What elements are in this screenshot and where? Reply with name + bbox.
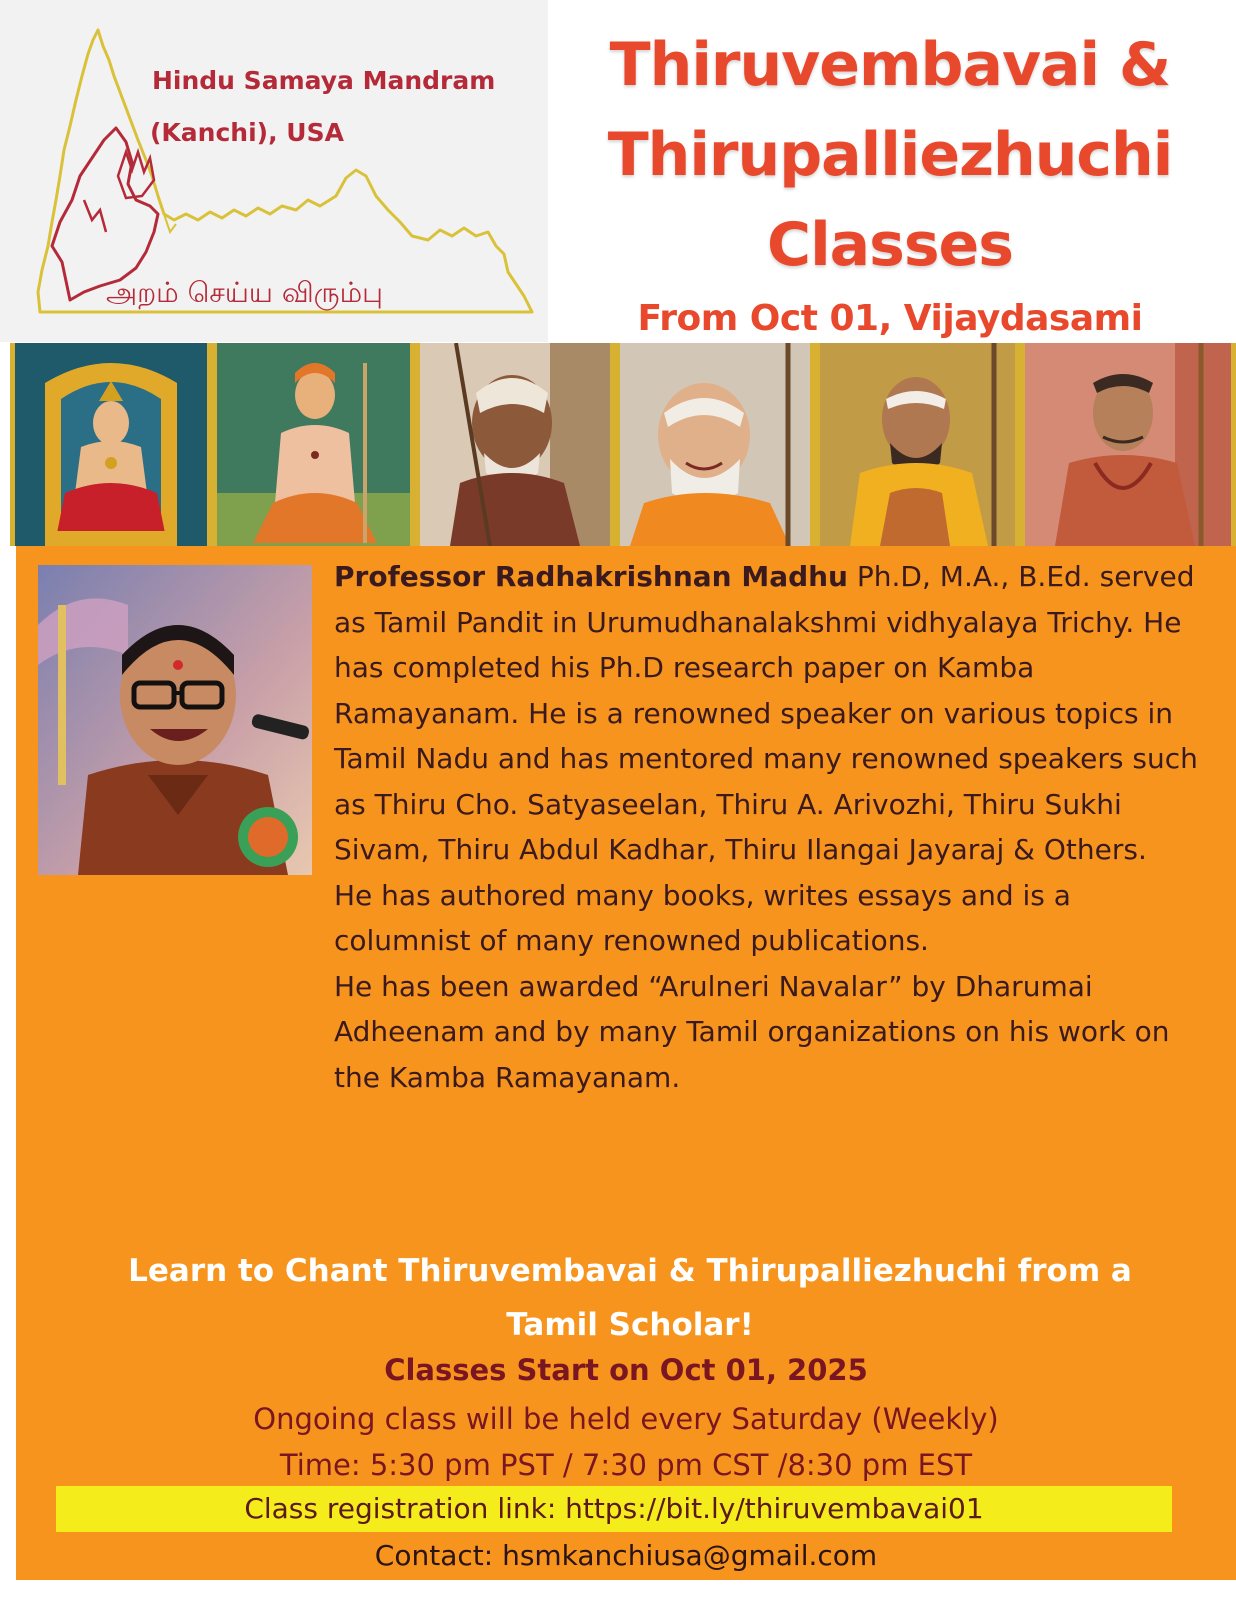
learn-headline xyxy=(30,1244,1230,1352)
title-block xyxy=(560,20,1220,342)
bio-paragraph-3: He has been awarded “Arulneri Navalar” by Dharumai Adheenam and by many Tamil organizations on his work on the Kamba Ramayanam. xyxy=(334,969,1170,1094)
org-name-line2: (Kanchi), USA xyxy=(150,118,344,147)
classes-start-date: Classes Start on Oct 01, 2025 xyxy=(384,1353,868,1387)
org-name-line1: Hindu Samaya Mandram xyxy=(152,66,496,95)
title-line1: Thiruvembavai & xyxy=(609,30,1171,100)
saints-banner xyxy=(10,343,1236,546)
adi-shankara-image xyxy=(212,343,415,546)
contact-email[interactable]: Contact: hsmkanchiusa@gmail.com xyxy=(374,1539,878,1572)
title-line2: Thirupalliezhuchi xyxy=(607,120,1173,190)
goddess-image xyxy=(10,343,212,546)
saint-5-image xyxy=(1020,343,1236,546)
tamil-motto: அறம் செய்ய விரும்பு xyxy=(106,276,383,309)
saint-2-image xyxy=(415,343,615,546)
bio-paragraph-2: He has authored many books, writes essays and is a columnist of many renowned publications. xyxy=(334,878,1071,957)
bio-paragraph-1 xyxy=(334,554,1214,873)
title-line3: Classes xyxy=(767,210,1013,280)
professor-bio xyxy=(334,554,1214,1100)
professor-name: Professor Radhakrishnan Madhu xyxy=(334,560,848,593)
saint-3-image xyxy=(615,343,815,546)
bio-text-1: served as Tamil Pandit in Urumudhanalakshmi vidhyalaya Trichy. He has completed his Ph.D research paper on Kamba Ramayanam. He is a renowned speaker on various topics in Tamil Nadu and has mentored many renowned speakers such as Thiru Cho. Satyaseelan, Thiru A. Arivozhi, Thiru Sukhi Sivam, Thiru Abdul Kadhar, Thiru Ilangai Jayaraj & Others. xyxy=(334,560,1198,866)
start-date-line: From Oct 01, Vijaydasami xyxy=(637,298,1143,339)
registration-link[interactable]: Class registration link: https://bit.ly/thiruvembavai01 xyxy=(56,1486,1172,1532)
learn-line-2: Tamil Scholar! xyxy=(506,1307,754,1343)
professor-portrait-image xyxy=(38,565,312,875)
learn-line-1: Learn to Chant Thiruvembavai & Thirupalliezhuchi from a xyxy=(128,1253,1132,1289)
class-time: Time: 5:30 pm PST / 7:30 pm CST /8:30 pm EST xyxy=(279,1448,973,1482)
saint-4-image xyxy=(815,343,1020,546)
professor-credentials: Ph.D, M.A., B.Ed. xyxy=(848,560,1091,593)
header xyxy=(0,0,1236,342)
logo-panel xyxy=(0,0,548,342)
ongoing-schedule: Ongoing class will be held every Saturday (Weekly) xyxy=(253,1402,999,1436)
